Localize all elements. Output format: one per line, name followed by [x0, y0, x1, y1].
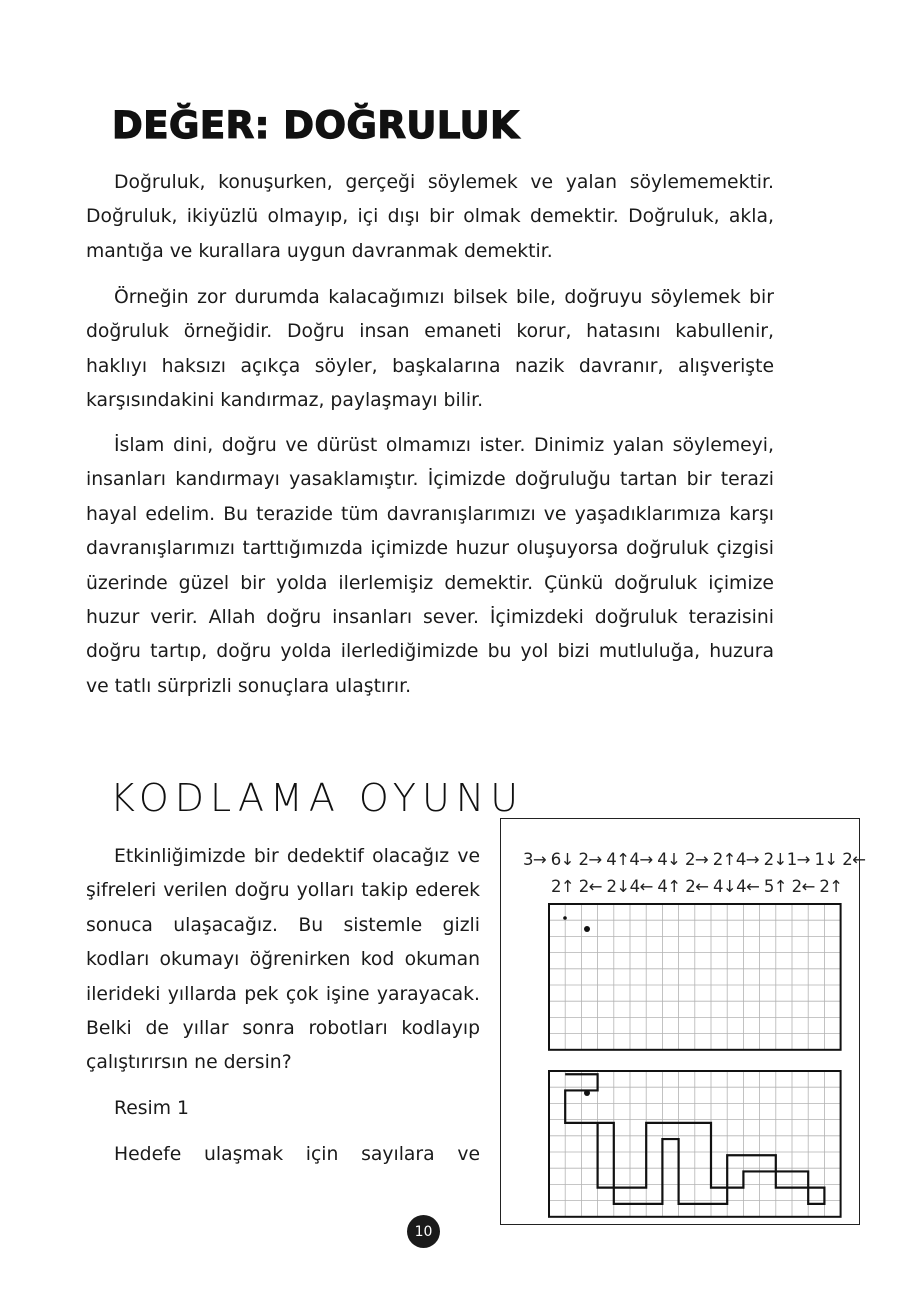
start-dot-bottom — [584, 1090, 590, 1096]
section-title-kodlama: KODLAMA OYUNU — [110, 776, 525, 820]
figure-caption: Resim 1 — [114, 1098, 189, 1119]
page-number: 10 — [407, 1215, 440, 1248]
empty-grid — [549, 904, 841, 1050]
grid-drawings — [501, 819, 859, 1224]
page-title: DEĞER: DOĞRULUK — [112, 104, 520, 147]
paragraph-2: Örneğin zor durumda kalacağımızı bilsek bile, doğruyu söylemek bir doğruluk örneğidir. Doğru insan emaneti korur, hatasını kabullenir, haklıyı haksızı açıkça söyler, başkalarına nazik davranır, alışverişte karşısındakini kandırmaz, paylaşmayı bilir. — [86, 287, 774, 412]
solution-grid — [549, 1071, 841, 1217]
paragraph-1: Doğruluk, konuşurken, gerçeği söylemek ve yalan söylememektir. Doğruluk, ikiyüzlü olmayıp, içi dışı bir olmak demektir. Doğruluk, aklа, mantığa ve kurallara uygun davranmak demektir. — [86, 172, 774, 262]
paragraph-3: İslam dini, doğru ve dürüst olmamızı ister. Dinimiz yalan söylemeyi, insanları kandırmayı yasaklamıştır. İçimizde doğruluğu tartan bir terazi hayal edelim. Bu terazide tüm davranışlarımızı ve yaşadıklarımıza karşı davranışlarımızı tarttığımızda içimizde huzur oluşuyorsa doğruluk çizgisi üzerinde güzel bir yolda ilerlemişiz demektir. Çünkü doğruluk içimize huzur verir. Allah doğru insanları sever. İçimizdeki doğruluk terazisini doğru tartıp, doğru yolda ilerlediğimizde bu yol bizi mutluluğa, huzura ve tatlı sürprizli sonuçlara ulaştırır. — [86, 435, 774, 697]
start-dot-top — [584, 926, 590, 932]
instruction-paragraph: Hedefe ulaşmak için sayılara ve — [114, 1144, 480, 1165]
start-dot-small — [563, 916, 567, 920]
code-line-2: 2↑ 2← 2↓4← 4↑ 2← 4↓4← 5↑ 2← 2↑ — [551, 877, 843, 896]
activity-paragraph: Etkinliğimizde bir dedektif olacağız ve şifreleri verilen doğru yolları takip ederek sonuca ulaşacağız. Bu sistemle gizli kodları okumayı öğrenirken kod okuman ilerideki yıllarda pek çok işine yarayacak. Belki de yıllar sonra robotları kodlayıp çalıştırırsın ne dersin? — [86, 846, 480, 1074]
coding-game-figure — [500, 818, 866, 1225]
code-line-1: 3→ 6↓ 2→ 4↑4→ 4↓ 2→ 2↑4→ 2↓1→ 1↓ 2← — [523, 850, 866, 869]
